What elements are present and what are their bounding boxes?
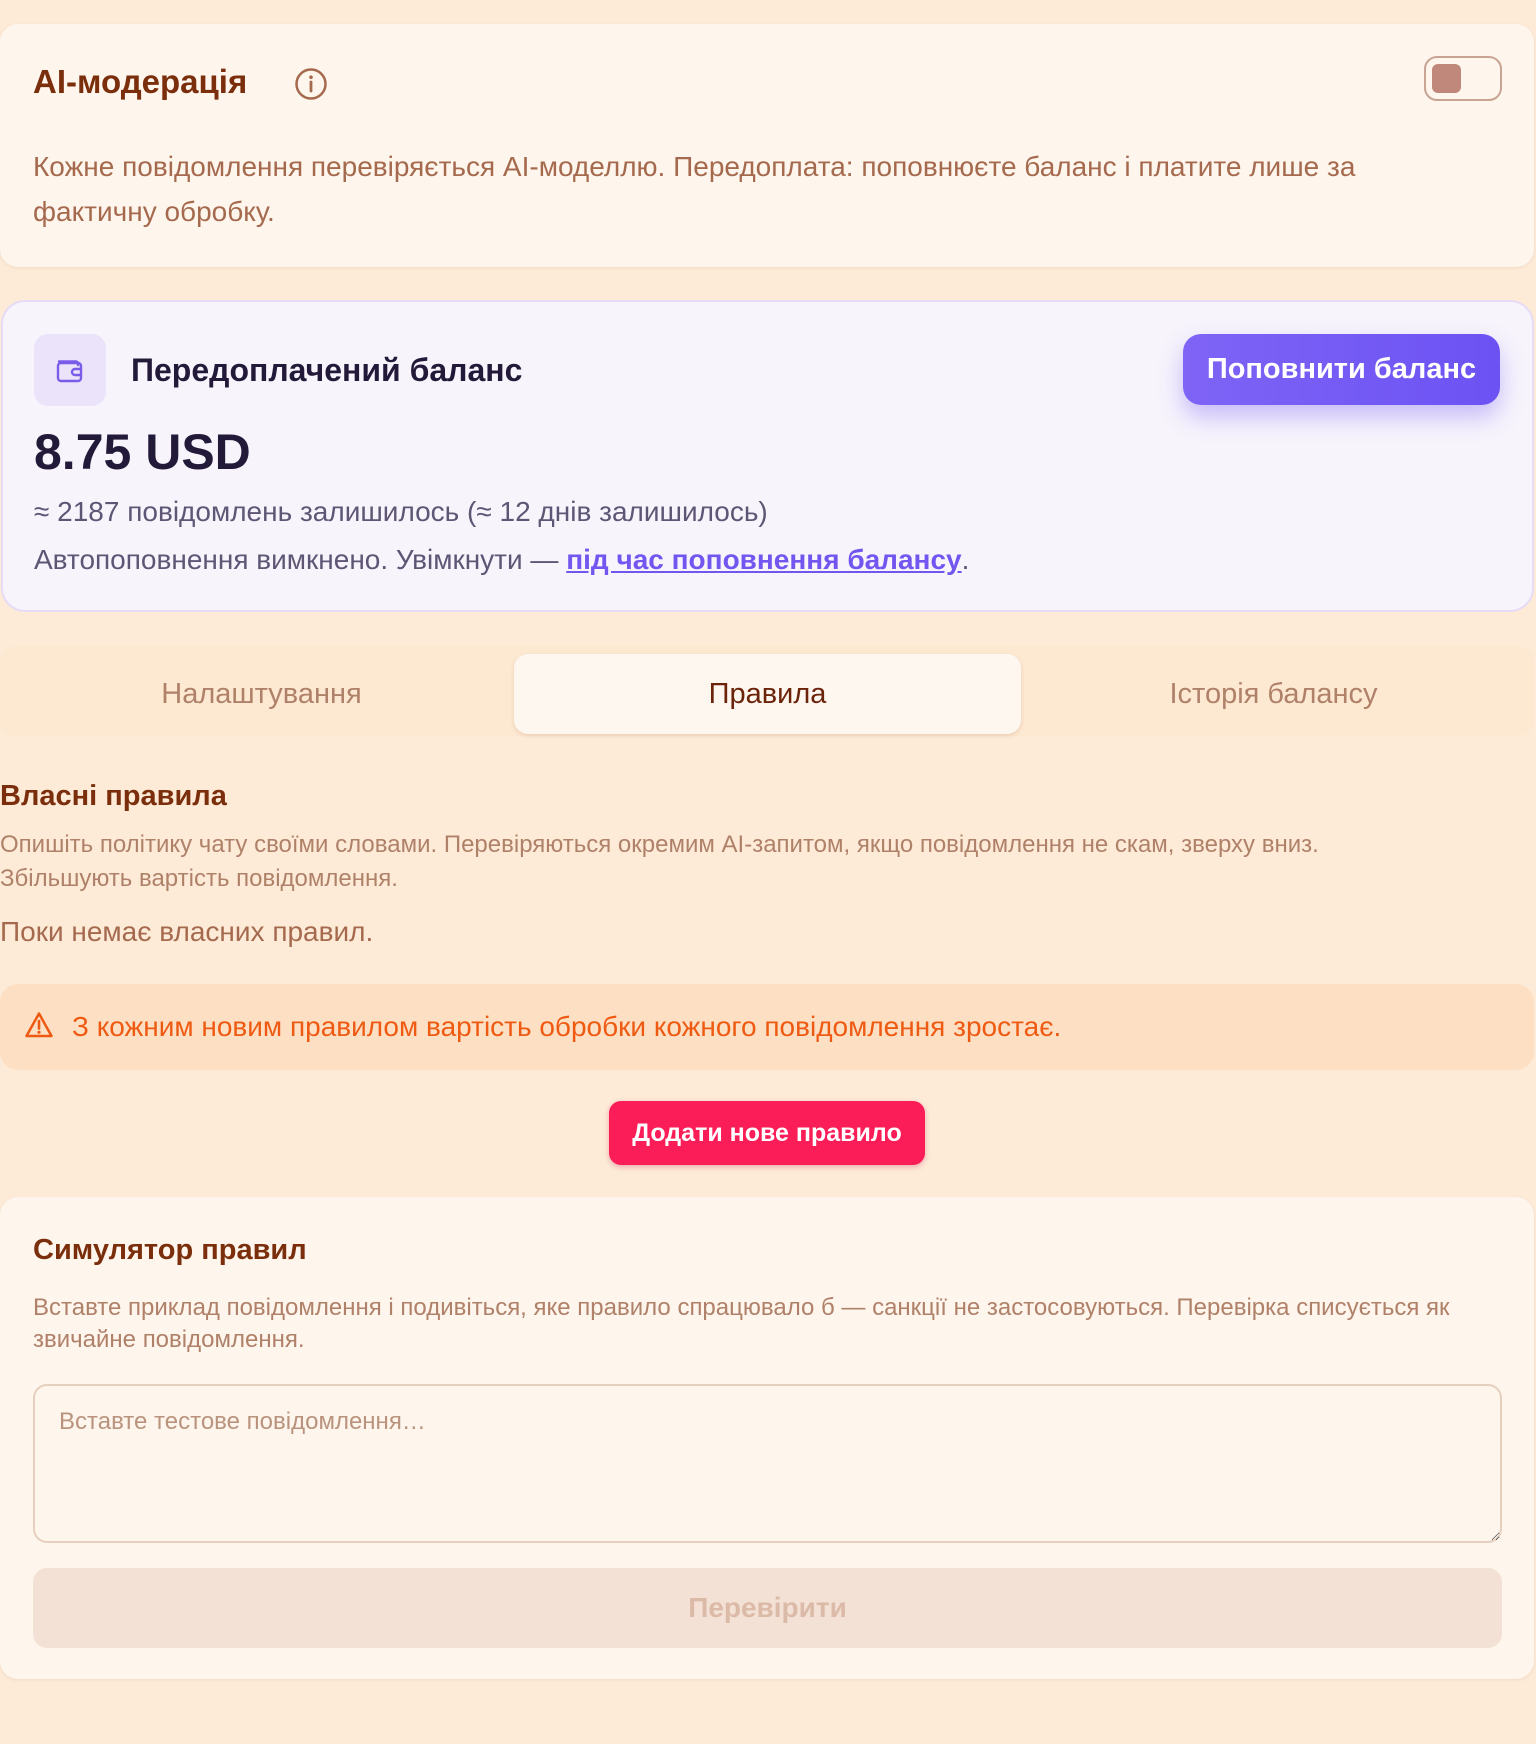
rules-cost-warning (0, 984, 1534, 1070)
simulator-description: Вставте приклад повідомлення і подивіться, яке правило спрацювало б — санкції не застосовуються. Перевірка списується як звичайне повідомлення. (33, 1294, 1450, 1353)
tab-balance-history[interactable]: Історія балансу (1169, 678, 1378, 710)
check-button[interactable]: Перевірити (33, 1568, 1502, 1648)
autotopup-suffix: . (961, 544, 970, 575)
balance-estimate: ≈ 2187 повідомлень залишилось (≈ 12 днів залишилось) (34, 496, 768, 527)
balance-amount: 8.75 USD (34, 424, 251, 480)
custom-rules-title: Власні правила (0, 780, 227, 812)
topup-balance-button[interactable]: Поповнити баланс (1183, 334, 1500, 405)
autotopup-link[interactable]: під час поповнення балансу (566, 544, 962, 575)
custom-rules-description: Опишіть політику чату своїми словами. Перевіряються окремим AI-запитом, якщо повідомлення не скам, зверху вниз. Збільшують вартість повідомлення. (0, 831, 1319, 892)
tab-rules[interactable]: Правила (514, 654, 1021, 734)
balance-title: Передоплачений баланс (131, 352, 523, 388)
wallet-icon (54, 354, 86, 386)
tab-settings[interactable]: Налаштування (161, 678, 362, 710)
simulator-title: Симулятор правил (33, 1234, 307, 1266)
ai-moderation-toggle[interactable] (1424, 56, 1502, 101)
autotopup-text: Автопоповнення вимкнено. Увімкнути — (34, 544, 567, 575)
no-rules-message: Поки немає власних правил. (0, 916, 374, 947)
ai-moderation-title: AI-модерація (33, 63, 248, 100)
add-rule-button[interactable]: Додати нове правило (609, 1101, 925, 1165)
tab-bar (0, 646, 1534, 736)
toggle-knob (1432, 64, 1461, 93)
wallet-icon-box (34, 334, 106, 406)
warning-triangle-icon (24, 1010, 54, 1040)
warning-text: З кожним новим правилом вартість обробки кожного повідомлення зростає. (72, 1011, 1062, 1042)
info-icon[interactable] (293, 66, 329, 102)
test-message-input[interactable] (33, 1384, 1502, 1543)
autotopup-status (34, 542, 969, 578)
ai-moderation-description: Кожне повідомлення перевіряється AI-моделлю. Передоплата: поповнюєте баланс і платите лише за фактичну обробку. (33, 151, 1356, 227)
